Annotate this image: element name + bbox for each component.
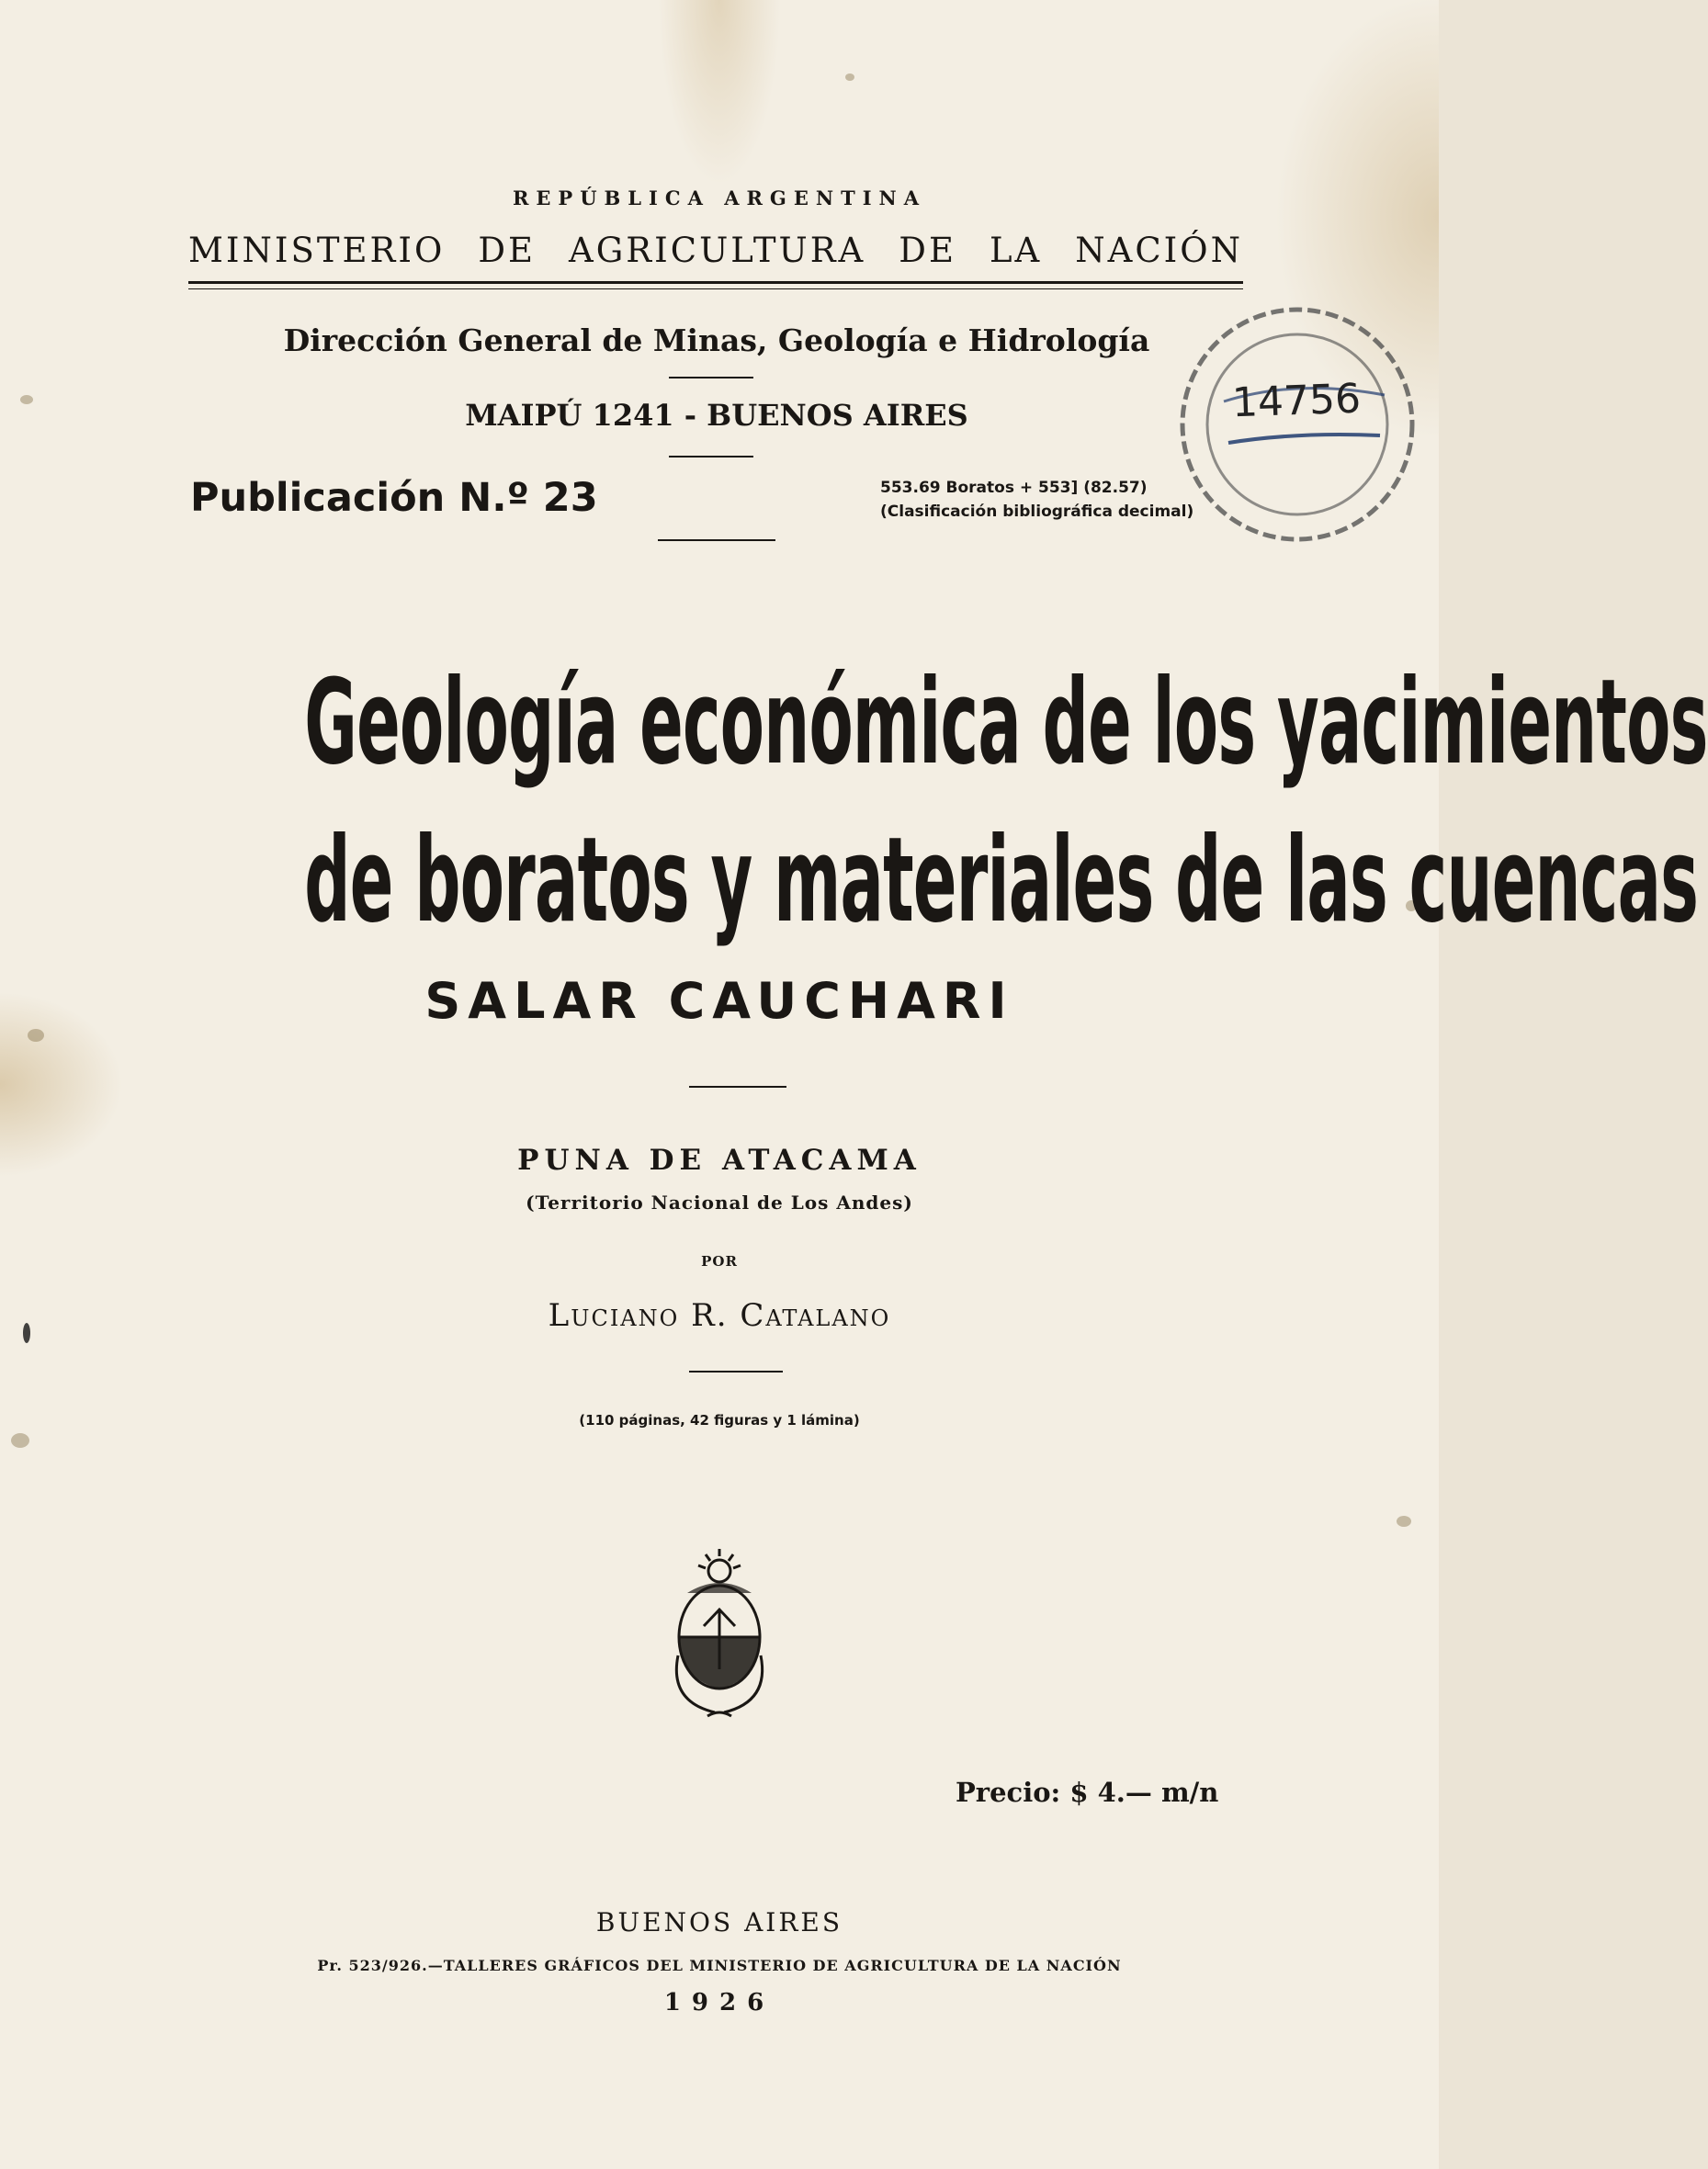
coat-of-arms-icon [650, 1545, 788, 1729]
classification-caption: (Clasificación bibliográfica decimal) [880, 503, 1194, 521]
title-line-2: de boratos y materiales de las cuencas [304, 812, 1699, 950]
author-name: Luciano R. Catalano [548, 1297, 891, 1334]
short-rule [658, 539, 775, 541]
republica-heading: REPÚBLICA ARGENTINA [512, 186, 927, 209]
subtitle: SALAR CAUCHARI [424, 972, 1014, 1030]
region-name: PUNA DE ATACAMA [517, 1144, 922, 1177]
foxing-speck [1397, 1516, 1411, 1527]
handwritten-number: 14756 [1231, 375, 1362, 427]
direccion-heading: Dirección General de Minas, Geología e Hidrología [283, 322, 1150, 358]
region-territory: (Territorio Nacional de Los Andes) [526, 1192, 913, 1214]
short-rule [689, 1371, 783, 1373]
imprint-printer: Pr. 523/926.—TALLERES GRÁFICOS DEL MINISTERIO DE AGRICULTURA DE LA NACIÓN [317, 1957, 1122, 1974]
foxing-speck [11, 1433, 29, 1448]
price-label: Precio: $ 4.— m/n [956, 1777, 1219, 1808]
short-rule [669, 377, 753, 378]
publication-number: Publicación N.º 23 [190, 475, 598, 521]
short-rule [669, 456, 753, 458]
foxing-speck [20, 395, 33, 404]
short-rule [689, 1086, 786, 1088]
foxing-speck [845, 73, 854, 81]
foxing-speck [28, 1029, 44, 1042]
address-line: MAIPÚ 1241 - BUENOS AIRES [465, 398, 968, 433]
double-rule-top [188, 281, 1243, 284]
title-line-1: Geología económica de los yacimientos [304, 654, 1708, 792]
extent-note: (110 páginas, 42 figuras y 1 lámina) [579, 1412, 860, 1429]
imprint-city: BUENOS AIRES [595, 1907, 843, 1937]
library-stamp-icon [1159, 287, 1435, 562]
imprint-year: 1926 [663, 1989, 775, 2016]
classification-code: 553.69 Boratos + 553] (82.57) [880, 479, 1148, 497]
by-label: POR [701, 1253, 738, 1270]
double-rule-bottom [188, 288, 1243, 289]
ministerio-heading: MINISTERIO DE AGRICULTURA DE LA NACIÓN [188, 231, 1243, 270]
